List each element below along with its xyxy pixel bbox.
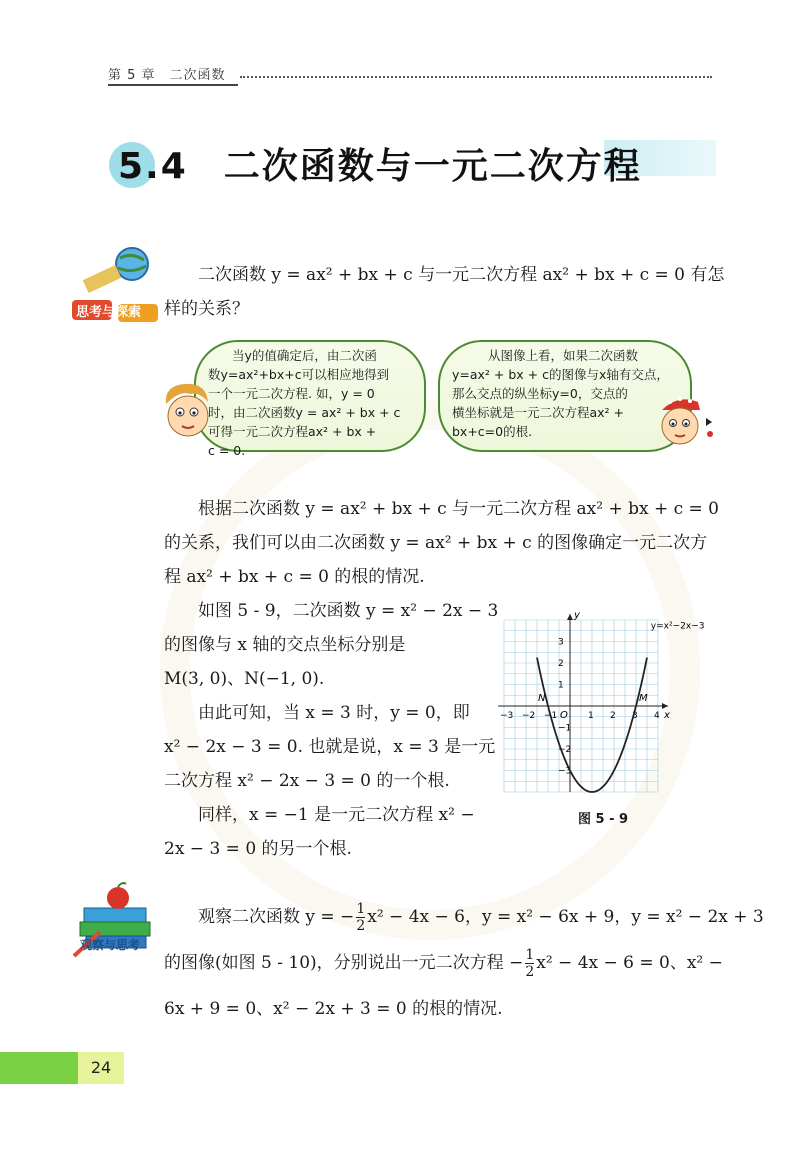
- observe-line-3: 6x + 9 = 0、x² − 2x + 3 = 0 的根的情况.: [164, 999, 503, 1019]
- bubble-right-line: 从图像上看，如果二次函数: [488, 348, 639, 363]
- para4-line-2: 2x − 3 = 0 的另一个根.: [164, 839, 352, 859]
- x-tick-label: −1: [544, 711, 558, 721]
- bubble-left-text: [208, 346, 414, 460]
- bubble-right-line: 横坐标就是一元二次方程ax² +: [452, 405, 625, 420]
- para2-line-2: 的图像与 x 轴的交点坐标分别是: [164, 635, 406, 655]
- y-tick-label: −2: [558, 745, 572, 755]
- page-number: 24: [78, 1052, 124, 1084]
- figure-caption: 图 5 - 9: [578, 812, 629, 827]
- header-dotted-line: [240, 76, 712, 78]
- observe-line-2: [164, 946, 723, 980]
- x-axis-arrow: [662, 703, 668, 709]
- explore-badge-label: 思考与探索: [76, 305, 142, 320]
- y-tick-label: 1: [558, 680, 564, 691]
- bubble-left-line: 当y的值确定后，由二次函: [232, 348, 377, 363]
- section-title-text: 二次函数与一元二次方程: [223, 146, 642, 187]
- cartoon-boy-right: [654, 392, 718, 452]
- observe-badge: [70, 878, 166, 962]
- section-title: [118, 138, 642, 189]
- observe-line-1a: 观察二次函数 y = −: [198, 907, 355, 927]
- y-axis-arrow: [567, 614, 573, 620]
- fraction-half: [525, 947, 534, 980]
- x-tick-label: 4: [654, 711, 660, 721]
- observe-badge-label: 观察与思考: [80, 938, 141, 952]
- bubble-left-line: 可得一元二次方程ax² + bx +: [208, 424, 377, 439]
- observe-line-1: [198, 900, 764, 934]
- y-tick-label: −3: [558, 766, 572, 777]
- bubble-right-line: bx+c=0的根.: [452, 424, 533, 439]
- bubble-left-line: 数y=ax²+bx+c可以相应地得到: [208, 367, 390, 382]
- y-axis-label: y: [574, 610, 580, 621]
- header-underline: [108, 84, 238, 86]
- bubble-left-line: 时，由二次函数y = ax² + bx + c: [208, 405, 401, 420]
- bubble-right-line: 那么交点的纵坐标y=0，交点的: [452, 386, 628, 401]
- para1-line-3: 程 ax² + bx + c = 0 的根的情况.: [164, 567, 425, 587]
- fraction-denominator: 2: [356, 918, 366, 934]
- x-axis-label: x: [664, 710, 670, 721]
- y-tick-label: −1: [558, 723, 572, 734]
- section-number: 5.4: [118, 146, 188, 187]
- fraction-numerator: 1: [356, 901, 366, 917]
- bubble-left-line: 一个一元二次方程. 如，y = 0: [208, 386, 375, 401]
- x-tick-label: −3: [500, 711, 514, 721]
- para1-line-1: 根据二次函数 y = ax² + bx + c 与一元二次方程 ax² + bx + c = 0: [198, 499, 719, 519]
- para3-line-1: 由此可知，当 x = 3 时，y = 0，即: [198, 703, 470, 723]
- curve-label: y=x²−2x−3: [650, 621, 705, 632]
- para2-line-1: 如图 5 - 9，二次函数 y = x² − 2x − 3: [198, 601, 499, 621]
- cartoon-boy-left: [160, 380, 216, 448]
- observe-line-2a: 的图像(如图 5 - 10)，分别说出一元二次方程 −: [164, 953, 524, 973]
- chapter-header: 第 5 章 二次函数: [108, 68, 226, 83]
- x-tick-label: −2: [522, 711, 536, 721]
- y-tick-label: 3: [558, 637, 564, 648]
- explore-badge: [70, 238, 160, 322]
- fraction-half: [356, 901, 365, 934]
- para2-line-3: M(3, 0)、N(−1, 0).: [164, 669, 325, 689]
- fraction-denominator: 2: [525, 964, 535, 980]
- x-tick-label: 2: [610, 711, 616, 721]
- para1-line-2: 的关系，我们可以由二次函数 y = ax² + bx + c 的图像确定一元二次方: [164, 533, 708, 553]
- fraction-numerator: 1: [525, 947, 535, 963]
- point-m-label: M: [639, 693, 648, 704]
- observe-line-2b: x² − 4x − 6 = 0、x² −: [536, 953, 723, 973]
- intro-line-1: 二次函数 y = ax² + bx + c 与一元二次方程 ax² + bx + c = 0 有怎: [198, 265, 725, 285]
- x-tick-label: 1: [588, 711, 594, 721]
- origin-label: O: [560, 710, 568, 721]
- figure-5-9: [488, 600, 728, 815]
- intro-line-2: 样的关系？: [164, 299, 249, 319]
- point-n-label: N: [538, 693, 546, 704]
- bubble-right-line: y=ax² + bx + c的图像与x轴有交点，: [452, 367, 669, 382]
- bubble-left-line: c = 0.: [208, 443, 246, 458]
- parabola-chart: [488, 600, 728, 815]
- observe-line-1b: x² − 4x − 6，y = x² − 6x + 9，y = x² − 2x + 3: [367, 907, 764, 927]
- bubble-right-text: [452, 346, 680, 441]
- para3-line-2: x² − 2x − 3 = 0. 也就是说，x = 3 是一元: [164, 737, 496, 757]
- y-tick-label: 2: [558, 659, 564, 669]
- para3-line-3: 二次方程 x² − 2x − 3 = 0 的一个根.: [164, 771, 450, 791]
- x-tick-label: 3: [632, 711, 638, 721]
- para4-line-1: 同样，x = −1 是一元二次方程 x² −: [198, 805, 475, 825]
